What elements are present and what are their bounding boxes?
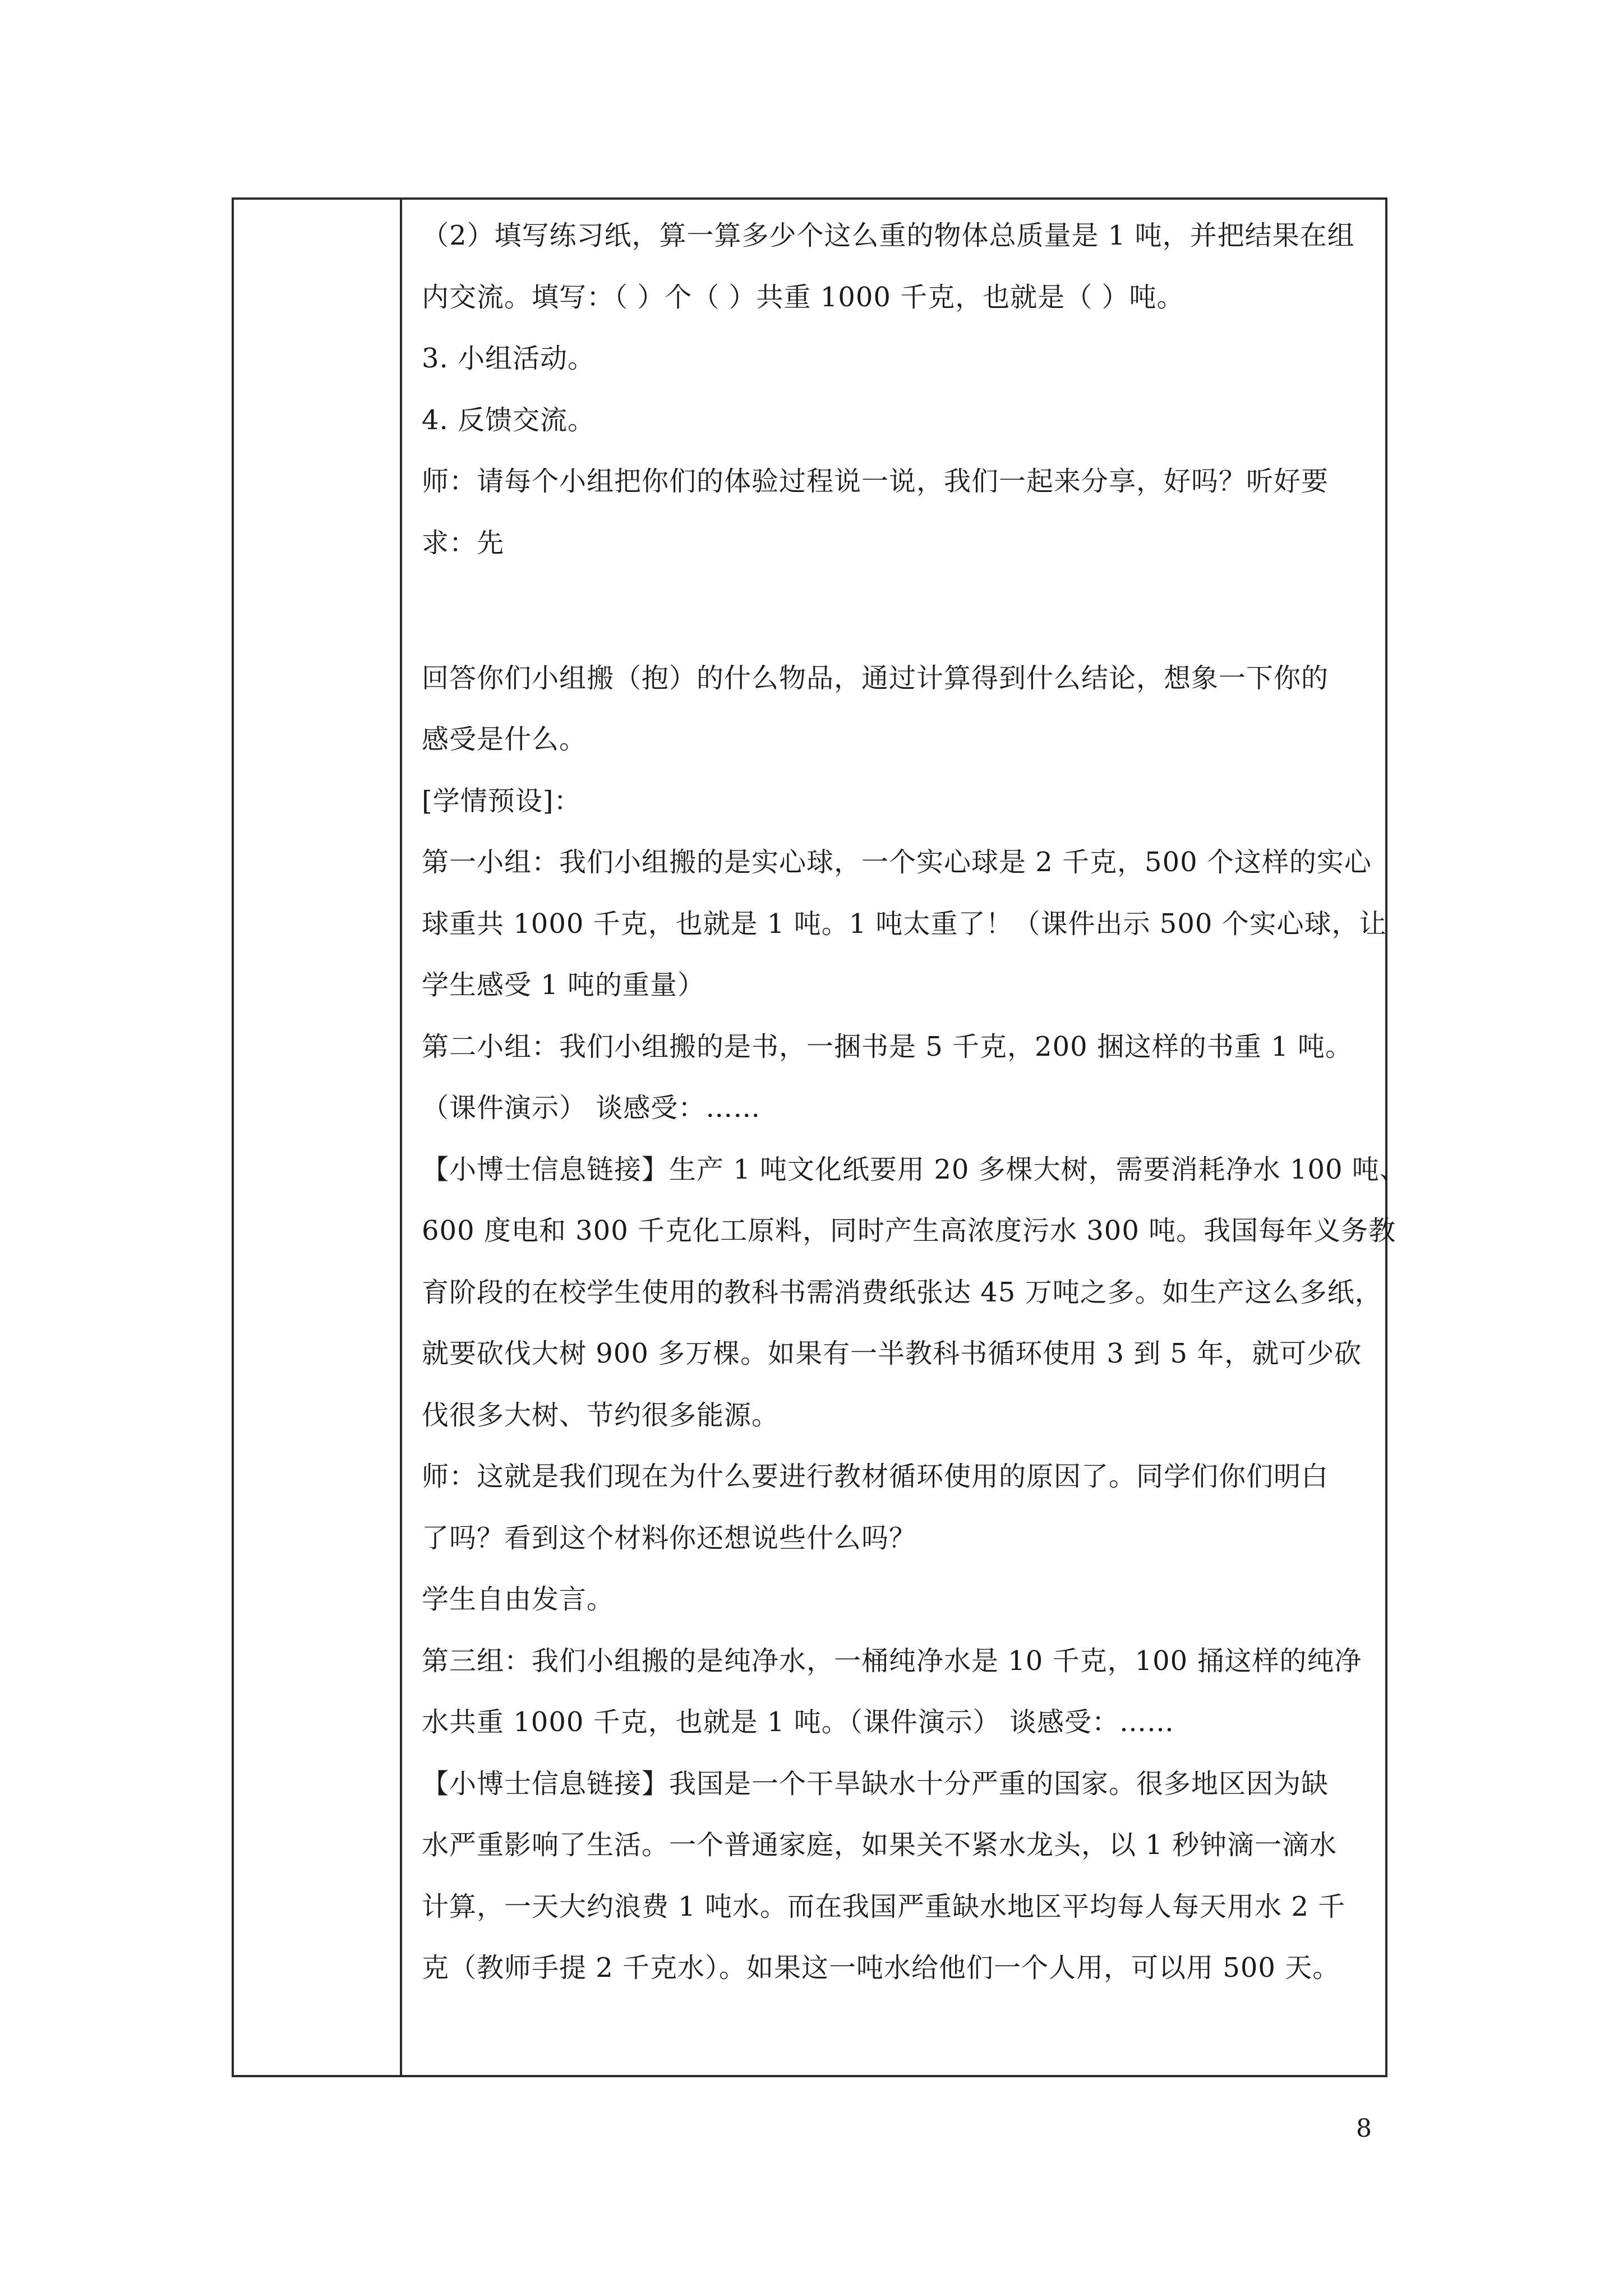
- left-column-cell: [234, 200, 402, 2075]
- text-line: 600 度电和 300 千克化工原料，同时产生高浓度污水 300 吨。我国每年义务教: [422, 1215, 1396, 1246]
- text-line: 第一小组：我们小组搬的是实心球，一个实心球是 2 千克，500 个这样的实心: [422, 846, 1372, 878]
- text-line: 3. 小组活动。: [422, 343, 596, 374]
- text-line: 克（教师手提 2 千克水）。如果这一吨水给他们一个人用，可以用 500 天。: [422, 1952, 1340, 1984]
- text-line: 球重共 1000 千克，也就是 1 吨。1 吨太重了！（课件出示 500 个实心球，让: [422, 908, 1387, 940]
- text-line: （2）填写练习纸，算一算多少个这么重的物体总质量是 1 吨，并把结果在组: [422, 220, 1355, 251]
- text-line: 了吗？看到这个材料你还想说些什么吗？: [422, 1522, 917, 1554]
- text-line: 【小博士信息链接】我国是一个干旱缺水十分严重的国家。很多地区因为缺: [422, 1768, 1329, 1800]
- text-line: （课件演示） 谈感受：……: [422, 1092, 761, 1124]
- text-line: 师：请每个小组把你们的体验过程说一说，我们一起来分享，好吗？听好要: [422, 466, 1329, 497]
- text-line: 【小博士信息链接】生产 1 吨文化纸要用 20 多棵大树，需要消耗净水 100 吨、: [422, 1154, 1407, 1185]
- lesson-table: [232, 197, 1407, 2077]
- text-line: [学情预设]：: [422, 785, 582, 817]
- text-line: 师：这就是我们现在为什么要进行教材循环使用的原因了。同学们你们明白: [422, 1461, 1329, 1492]
- text-line: 育阶段的在校学生使用的教科书需消费纸张达 45 万吨之多。如生产这么多纸，: [422, 1277, 1382, 1308]
- page-number: 8: [1356, 2114, 1372, 2143]
- text-line: 学生自由发言。: [422, 1584, 615, 1615]
- text-line: 水共重 1000 千克，也就是 1 吨。（课件演示） 谈感受：……: [422, 1706, 1174, 1738]
- text-line: 水严重影响了生活。一个普通家庭，如果关不紧水龙头，以 1 秒钟滴一滴水: [422, 1829, 1338, 1861]
- lesson-content-cell: [402, 200, 1407, 2075]
- text-line: 4. 反馈交流。: [422, 404, 596, 436]
- text-line: 感受是什么。: [422, 724, 587, 755]
- text-line: 伐很多大树、节约很多能源。: [422, 1400, 780, 1431]
- text-line: 就要砍伐大树 900 多万棵。如果有一半教科书循环使用 3 到 5 年，就可少砍: [422, 1338, 1362, 1369]
- text-line: 学生感受 1 吨的重量）: [422, 969, 706, 1001]
- text-line: 内交流。填写：（ ）个（ ）共重 1000 千克，也就是（ ）吨。: [422, 282, 1184, 313]
- text-line: 回答你们小组搬（抱）的什么物品，通过计算得到什么结论，想象一下你的: [422, 662, 1329, 694]
- text-line: 求：先: [422, 527, 505, 559]
- text-line: 第三组：我们小组搬的是纯净水，一桶纯净水是 10 千克，100 捅这样的纯净: [422, 1645, 1362, 1677]
- text-line: 第二小组：我们小组搬的是书，一捆书是 5 千克，200 捆这样的书重 1 吨。: [422, 1031, 1353, 1062]
- text-line: 计算，一天大约浪费 1 吨水。而在我国严重缺水地区平均每人每天用水 2 千: [422, 1891, 1346, 1922]
